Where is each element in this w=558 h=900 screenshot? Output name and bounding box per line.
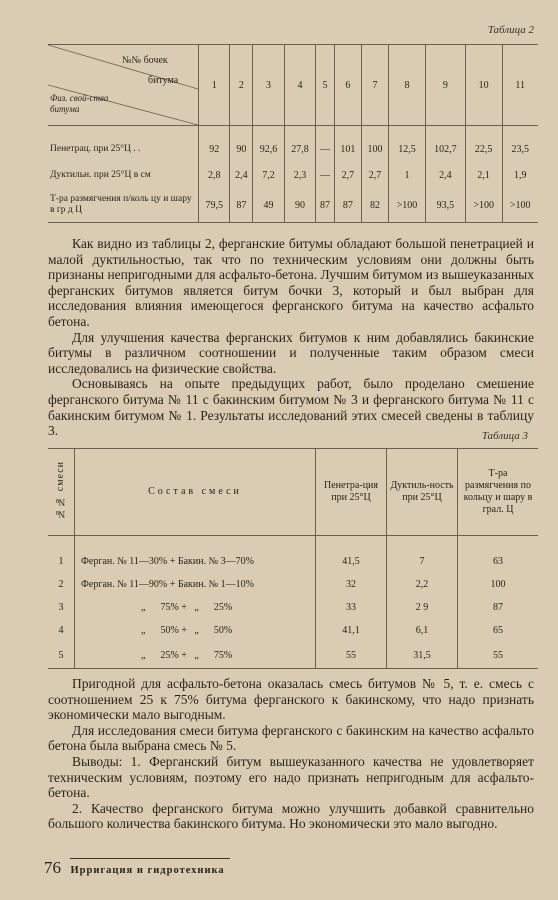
cell-pen: 41,5 bbox=[316, 550, 387, 573]
table-row bbox=[48, 573, 538, 596]
cell-duct: 7 bbox=[387, 550, 458, 573]
cell-duct: 2,2 bbox=[387, 573, 458, 596]
journal-title: Ирригация и гидротехника bbox=[70, 865, 225, 876]
paragraph: Выводы: 1. Ферганский битум вышеуказанного качества не удовлетворяет техническим условиям, поэтому его надо признать непригодным для асфальто-бетона. bbox=[48, 753, 534, 801]
cell-num: 2 bbox=[58, 579, 64, 590]
cell-comp: „ 50% + „ 50% bbox=[75, 619, 316, 642]
header-bitumen: битума bbox=[148, 75, 179, 86]
col-header: 5 bbox=[316, 45, 335, 126]
cell: 2,1 bbox=[465, 162, 502, 188]
cell-comp: Ферган. № 11—90% + Бакин. № 1—10% bbox=[75, 573, 316, 596]
row-label: Пенетрац. при 25°Ц . . bbox=[50, 143, 141, 154]
cell: 27,8 bbox=[284, 136, 315, 162]
head-duct: Дуктиль-ность при 25°Ц bbox=[387, 449, 458, 536]
paragraph: Как видно из таблицы 2, ферганские битумы обладают большой пенетрацией и малой дуктильностью, так что по техническим условиям они должны быть признаны непригодными для асфальто-бетона. Лучшим битумом из вышеуказанных ферганских битумов является битум бочки 3, который и был выбран для исследования влияния имеющегося ферганского битума на качество асфальто бетона. bbox=[48, 236, 534, 329]
col-header: 11 bbox=[502, 45, 538, 126]
footer bbox=[44, 858, 225, 878]
header-props: Физ. свой-ства битума bbox=[50, 93, 109, 114]
body-text-2 bbox=[48, 676, 534, 832]
table-row bbox=[48, 188, 538, 223]
cell: 12,5 bbox=[389, 136, 426, 162]
head-pen: Пенетра-ция при 25°Ц bbox=[316, 449, 387, 536]
cell-num: 5 bbox=[48, 642, 75, 669]
cell-soft: 65 bbox=[458, 619, 539, 642]
table-row bbox=[48, 550, 538, 573]
table2-header-row bbox=[48, 45, 538, 126]
cell: 100 bbox=[361, 136, 388, 162]
paragraph: Для улучшения качества ферганских битумов к ним добавлялись бакинские битумы в различном соотношении и полученные таким образом смеси исследовались на физические свойства. bbox=[48, 329, 534, 376]
cell: 90 bbox=[284, 188, 315, 223]
paragraph: 2. Качество ферганского битума можно улучшить добавкой сравнительно большого количества бакинского битума. Но экономически это мало выгодно. bbox=[48, 800, 534, 832]
cell-duct: 6,1 bbox=[387, 619, 458, 642]
cell-comp: „ 75% + „ 25% bbox=[75, 596, 316, 619]
table-row bbox=[48, 162, 538, 188]
table2-corner-cell bbox=[48, 45, 199, 126]
cell-comp: „ 25% + „ 75% bbox=[75, 642, 316, 669]
cell: 102,7 bbox=[425, 136, 465, 162]
cell: 90 bbox=[230, 136, 253, 162]
cell: 22,5 bbox=[465, 136, 502, 162]
cell-comp: Ферган. № 11—30% + Бакин. № 3—70% bbox=[75, 550, 316, 573]
cell-num: 1 bbox=[58, 556, 64, 567]
table2-caption: Таблица 2 bbox=[487, 24, 534, 36]
table-row bbox=[48, 596, 538, 619]
cell: 87 bbox=[230, 188, 253, 223]
cell: 101 bbox=[334, 136, 361, 162]
paragraph: Основываясь на опыте предыдущих работ, было проделано смешение ферганского битума № 11 с бакинским битумом № 3 и ферганского битума № 11 с бакинским битумом № 1. Результаты исследований этих смесей сведены в таблицу 3. bbox=[48, 376, 534, 439]
col-header: 2 bbox=[230, 45, 253, 126]
row-label: Дуктильн. при 25°Ц в см bbox=[50, 169, 151, 180]
col-header: 1 bbox=[199, 45, 230, 126]
paragraph: Для исследования смеси битума ферганского с бакинским на качество асфальто бетона была выбрана смесь № 5. bbox=[48, 722, 534, 754]
cell-soft: 87 bbox=[458, 596, 539, 619]
table2 bbox=[48, 44, 538, 223]
cell: 2,8 bbox=[199, 162, 230, 188]
table3-caption: Таблица 3 bbox=[481, 430, 528, 442]
cell-duct: 31,5 bbox=[387, 642, 458, 669]
head-num: №№ смеси bbox=[55, 461, 66, 519]
cell: 2,7 bbox=[334, 162, 361, 188]
table-row bbox=[48, 619, 538, 642]
table-row bbox=[48, 642, 538, 669]
col-header: 4 bbox=[284, 45, 315, 126]
page-number: 76 bbox=[44, 858, 61, 877]
table-row bbox=[48, 136, 538, 162]
col-header: 8 bbox=[389, 45, 426, 126]
cell-pen: 32 bbox=[316, 573, 387, 596]
cell-num: 4 bbox=[58, 625, 64, 636]
col-header: 10 bbox=[465, 45, 502, 126]
col-header: 7 bbox=[361, 45, 388, 126]
header-barrel: №№ бочек bbox=[122, 55, 168, 66]
cell: 49 bbox=[253, 188, 284, 223]
head-comp: Состав смеси bbox=[75, 449, 316, 536]
cell: 2,4 bbox=[230, 162, 253, 188]
cell: 87 bbox=[334, 188, 361, 223]
cell: >100 bbox=[465, 188, 502, 223]
cell-pen: 41,1 bbox=[316, 619, 387, 642]
table3-header-row bbox=[48, 449, 538, 536]
cell: 1 bbox=[389, 162, 426, 188]
cell: >100 bbox=[389, 188, 426, 223]
cell: 2,4 bbox=[425, 162, 465, 188]
head-soft: Т-ра размягчения по кольцу и шару в грал. Ц bbox=[458, 449, 539, 536]
head-num-cell bbox=[48, 449, 75, 536]
cell: 79,5 bbox=[199, 188, 230, 223]
cell: 93,5 bbox=[425, 188, 465, 223]
cell: 7,2 bbox=[253, 162, 284, 188]
cell: 2,3 bbox=[284, 162, 315, 188]
cell-num: 3 bbox=[58, 602, 64, 613]
cell-soft: 55 bbox=[458, 642, 539, 669]
cell-duct: 2 9 bbox=[387, 596, 458, 619]
cell: 87 bbox=[316, 188, 335, 223]
paragraph: Пригодной для асфальто-бетона оказалась смесь битумов № 5, т. е. смесь с соотношением 25 к 75% битума ферганского к бакинскому, что надо признать экономически мало выгодным. bbox=[48, 676, 534, 723]
cell: 2,7 bbox=[361, 162, 388, 188]
cell-soft: 63 bbox=[458, 550, 539, 573]
cell-soft: 100 bbox=[458, 573, 539, 596]
cell: — bbox=[316, 162, 335, 188]
cell: >100 bbox=[502, 188, 538, 223]
cell-pen: 55 bbox=[316, 642, 387, 669]
row-label: Т-ра размягчения п/коль цу и шару в гр д Ц bbox=[48, 188, 199, 223]
cell-pen: 33 bbox=[316, 596, 387, 619]
table3 bbox=[48, 448, 538, 669]
col-header: 6 bbox=[334, 45, 361, 126]
cell: — bbox=[316, 136, 335, 162]
cell: 1,9 bbox=[502, 162, 538, 188]
cell: 23,5 bbox=[502, 136, 538, 162]
cell: 92,6 bbox=[253, 136, 284, 162]
cell: 92 bbox=[199, 136, 230, 162]
cell: 82 bbox=[361, 188, 388, 223]
body-text-1 bbox=[48, 236, 534, 439]
col-header: 3 bbox=[253, 45, 284, 126]
col-header: 9 bbox=[425, 45, 465, 126]
